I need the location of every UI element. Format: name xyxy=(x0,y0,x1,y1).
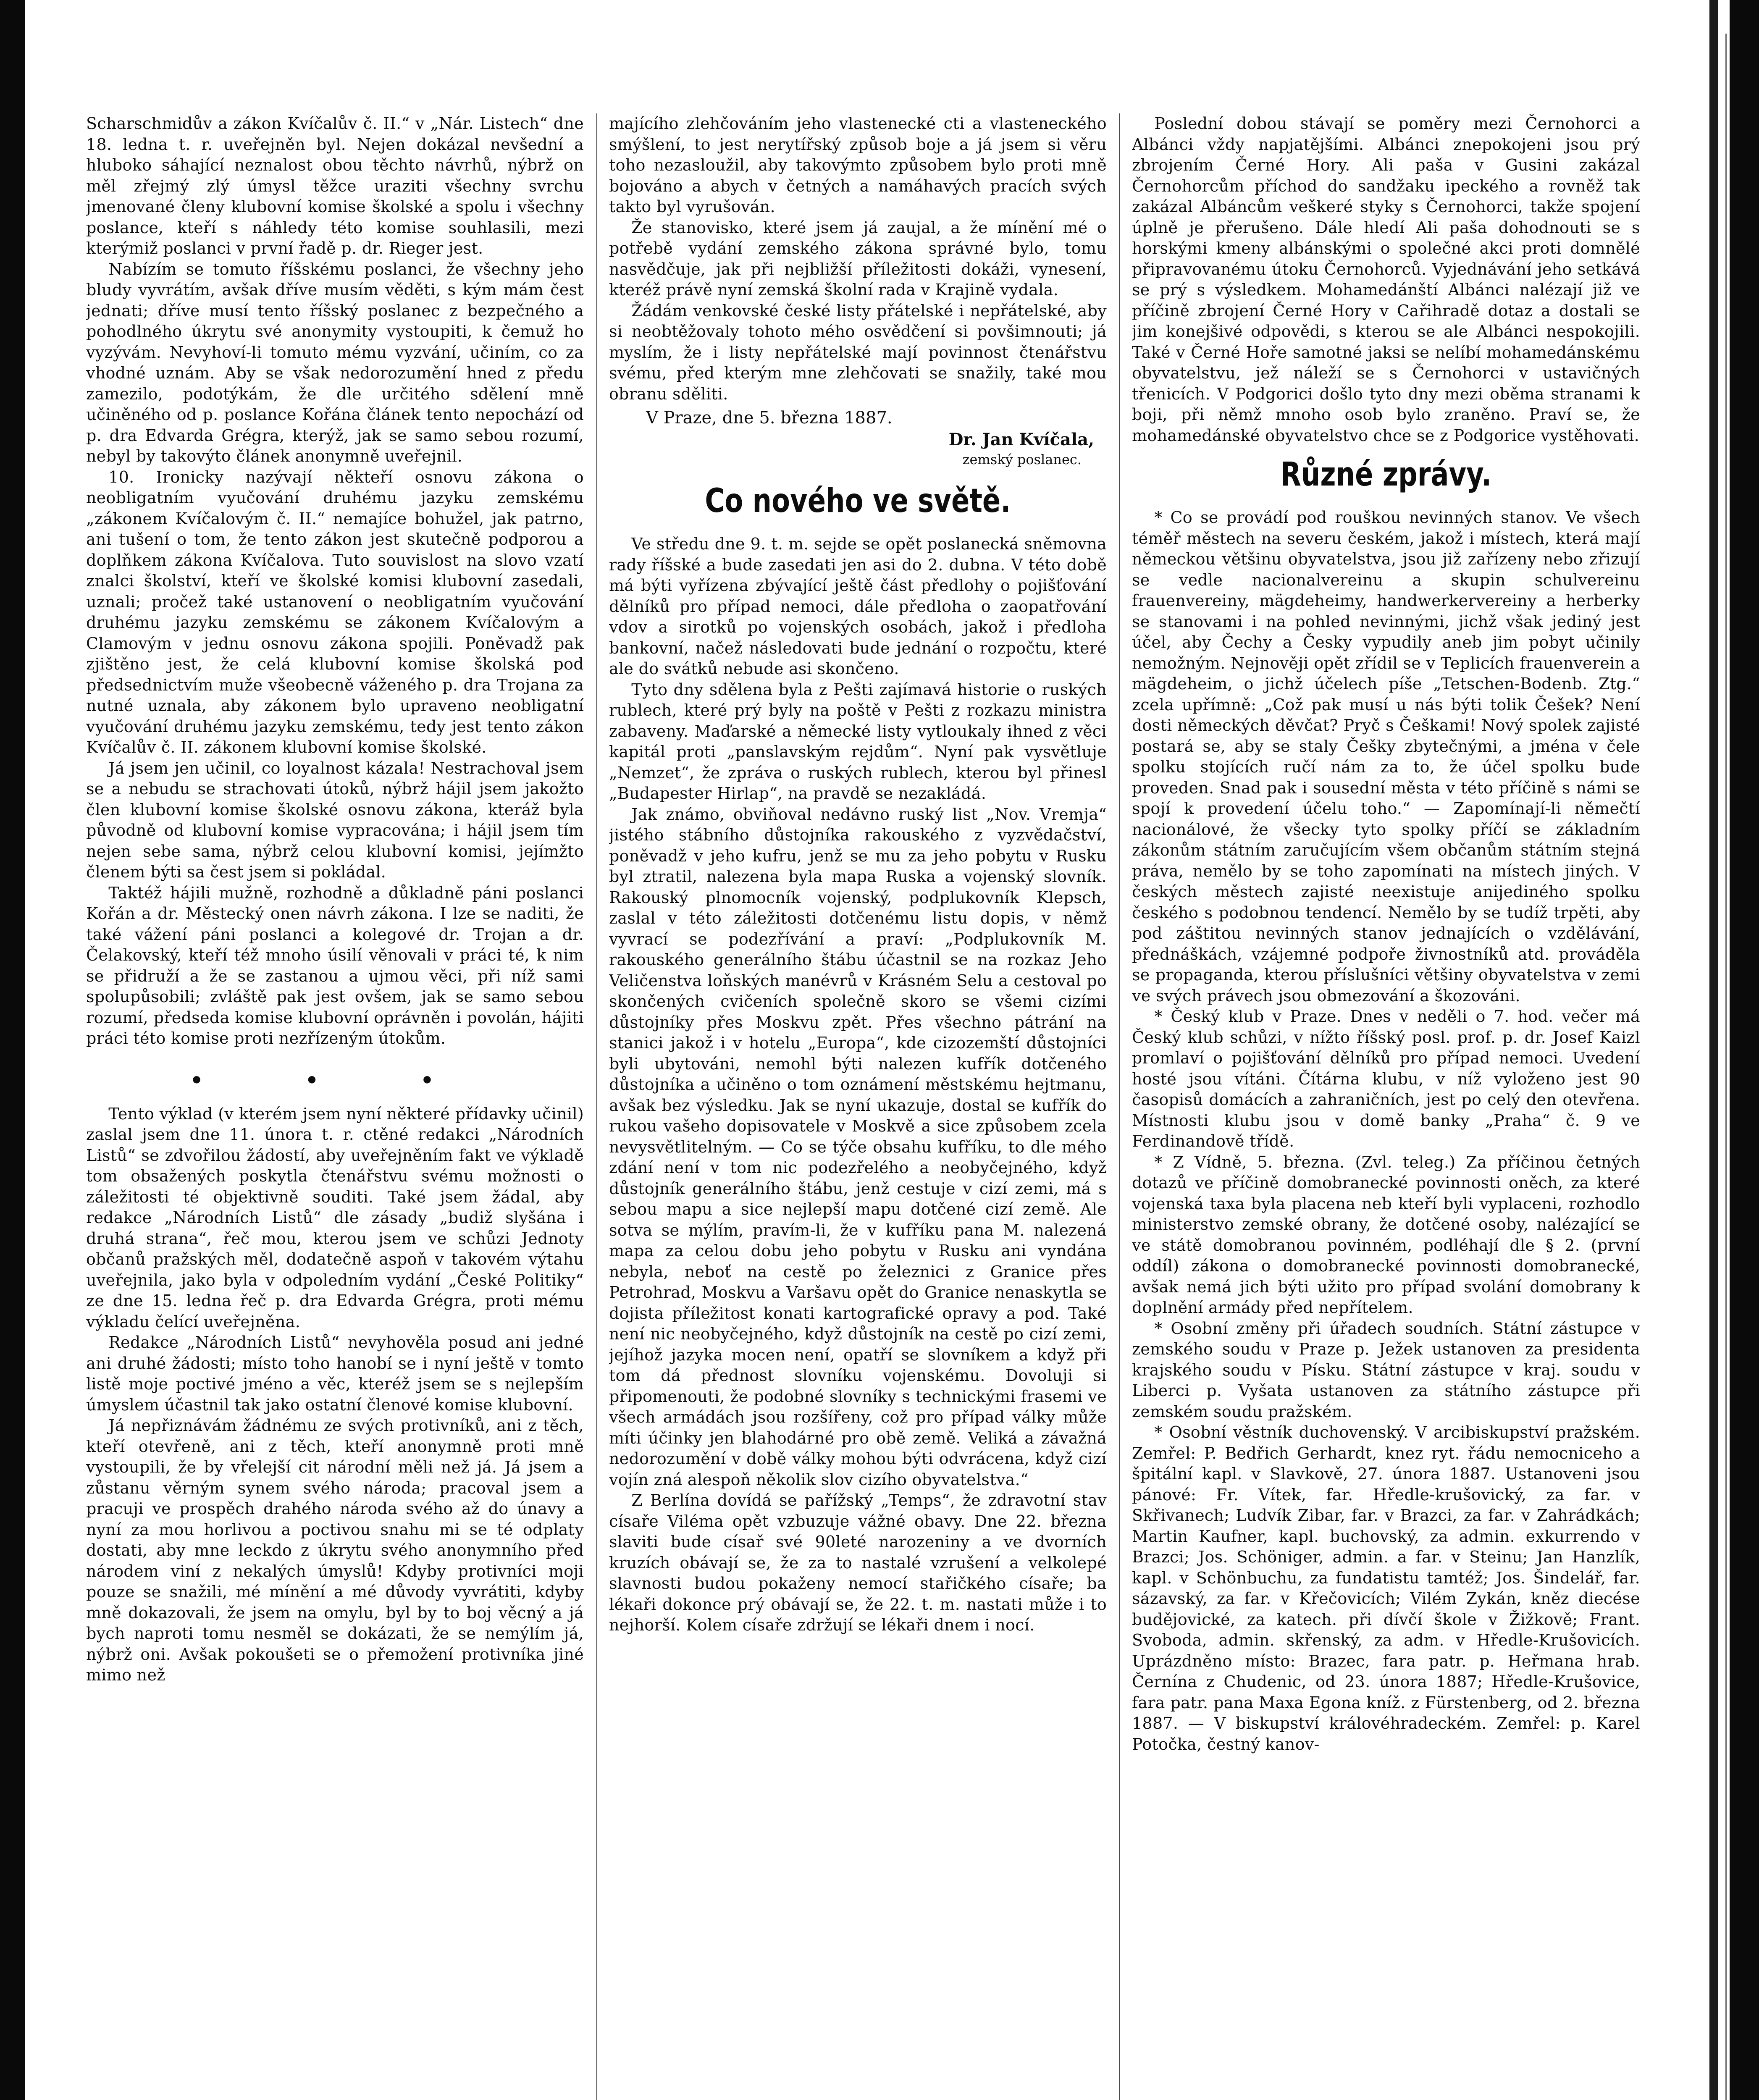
scan-border-left xyxy=(0,0,25,2100)
author-title: zemský poslanec. xyxy=(962,452,1082,467)
article-paragraph: Žádám venkovské české listy přátelské i nepřátelské, aby si neobtěžovaly tohoto mého osvědčení si povšimnouti; já myslím, že i listy nepřátelské mají povinnost čtenářstvu svému, před kterým mne zlehčovati se snažily, také mou obranu sděliti. xyxy=(609,301,1107,403)
article-paragraph: * Z Vídně, 5. března. (Zvl. teleg.) Za příčinou četných dotazů ve příčině domobranecké povinnosti oněch, za které vojenská taxa byla placena neb kteří byli vyplaceni, rozhodlo ministerstvo zemské obrany, že dotčené osoby, nalézající se ve státě domobranou povinném, podléhají dle § 2. (první oddíl) zákona o domobranecké povinnosti domobranecké, avšak nemá jich býti užito pro případ svolání domobrany k doplnění armády před nepřítelem. xyxy=(1132,1152,1640,1317)
column-rule-2 xyxy=(1119,113,1120,2100)
article-paragraph: Redakce „Národních Listů“ nevyhověla posud ani jedné ani druhé žádosti; místo toho hanobí se i nyní ještě v tomto listě moje poctivé jméno a věc, kteréž jsem se s nejlepším úmyslem účastnil tak jako ostatní členové komise klubovní. xyxy=(86,1333,584,1414)
article-paragraph: Jak známo, obviňoval nedávno ruský list „Nov. Vremja“ jistého stábního důstojníka rakouského z vyzvědačství, poněvadž v jeho kufru, jenž se mu za jeho pobytu v Rusku byl ztratil, nalezena byla mapa Ruska a vojenský slovník. Rakouský plnomocník vojenský, podplukovník Klepsch, zaslal v této záležitosti dotčenému listu dopis, v němž vyvrací se podezřívání a praví: „Podplukovník M. rakouského generálního štábu účastnil se na rozkaz Jeho Veličenstva loňských manévrů v Krásném Selu a cestoval po skončených cvičeních společně skoro se všemi cizími důstojníky přes Moskvu zpět. Přes všechno pátrání na stanici jakož i v hotelu „Europa“, kde cizozemští důstojníci byli ubytováni, nemohl býti nalezen kufřík dotčeného důstojníka a učiněno o tom oznámení městskému hejtmanu, avšak bez výsledku. Jak se nyní ukazuje, dostal se kufřík do rukou vašeho dopisovatele v Moskvě a sice způsobem zcela nevysvětlitelným. — Co se týče obsahu kufříku, to dle mého zdání není v tom nic podezřelého a neobyčejného, když důstojník generálního štábu, jenž cestuje v cizí zemi, má s sebou mapu a sice nejlepší mapu dotčené cizí země. Ale sotva se mýlím, pravím-li, že v kufříku pana M. nalezená mapa za celou dobu jeho pobytu v Rusku ani vyndána nebyla, neboť na cestě po železnici z Granice přes Petrohrad, Moskvu a Varšavu opět do Granice nenaskytla se dojista příležitost konati kartografické opravy a pod. Také není nic neobyčejného, když důstojník na cestě po cizí zemi, jejíhož jazyka mocen není, opatří se slovníkem a když při tom dá přednost slovníku vojenskému. Dovoluji si připomenouti, že podobné slovníky s technickými frasemi ve všech armádách jsou rozšířeny, což pro případ války může míti účinky jen blahodárné pro obě země. Veliká a závažná nedorozumění v době války mohou býti odvrácena, když cizí vojín zná alespoň několik slov cizího obyvatelstva.“ xyxy=(609,805,1107,1489)
article-paragraph: Tyto dny sdělena byla z Pešti zajímavá historie o ruských rublech, které prý byly na poště v Pešti z rozkazu ministra zabaveny. Maďarské a německé listy vytloukaly ihned z věci kapitál proti „panslavským rejdům“. Nyní pak vysvětluje „Nemzet“, že zpráva o ruských rublech, kterou byl přinesl „Budapester Hirlap“, na pravdě se nezakládá. xyxy=(609,680,1107,803)
article-paragraph: * Osobní změny při úřadech soudních. Státní zástupce v zemského soudu v Praze p. Ježek ustanoven za presidenta krajského soudu v Písku. Státní zástupce v kraj. soudu v Liberci p. Vyšata ustanoven za státního zástupce při zemském soudu pražském. xyxy=(1132,1319,1640,1421)
article-paragraph: Já jsem jen učinil, co loyalnost kázala! Nestrachoval jsem se a nebudu se strachovati útoků, nýbrž hájil jsem jakožto člen klubovní komise školské osnovu zákona, kteráž byla původně od klubovní komise vypracována; i hájil jsem tím nejen sebe sama, nýbrž celou klubovní komisi, jejímžto členem býti sa čest jsem si pokládal. xyxy=(86,759,584,881)
newspaper-page xyxy=(86,113,1640,2100)
article-paragraph: majícího zlehčováním jeho vlastenecké cti a vlasteneckého smýšlení, to jest nerytířský způsob boje a já jsem si věru toho nezasloužil, aby takovýmto způsobem bylo proti mně bojováno a abych v četných a namáhavých pracích svých takto byl vyrušován. xyxy=(609,114,1107,216)
article-paragraph: Taktéž hájili mužně, rozhodně a důkladně páni poslanci Kořán a dr. Městecký onen návrh zákona. I lze se naditi, že také vážení páni poslanci a kolegové dr. Trojan a dr. Čelakovský, kteří též mnoho úsilí věnovali v práci té, k nim se přidruží a že se zastanou a ujmou věci, při níž sami spolupůsobili; zvláště pak jest ovšem, jak se samo sebou rozumí, předseda komise klubovní oprávněn i povolán, hájiti práci této komise proti nezřízeným útokům. xyxy=(86,883,584,1047)
section-divider-dots: • • • xyxy=(189,1066,481,1095)
article-paragraph: Že stanovisko, které jsem já zaujal, a že mínění mé o potřebě vydání zemského zákona správné bylo, tomu nasvědčuje, jak při nejbližší příležitosti dokáži, vynesení, kteréž právě nyní zemská školní rada v Krajině vydala. xyxy=(609,218,1107,299)
column-rule-1 xyxy=(596,113,597,2100)
article-paragraph: Z Berlína dovídá se pařížský „Temps“, že zdravotní stav císaře Viléma opět vzbuzuje vážné obavy. Dne 22. března slaviti bude císař své 90leté narozeniny a ve dvorních kruzích obávají se, že za to nastalé vzrušení a velkolepé slavnosti budou pokaženy nemocí stařičkého císaře; ba lékaři dokonce prý obávají se, že 22. t. m. nastati může i to nejhorší. Kolem císaře zdržují se lékaři dnem i nocí. xyxy=(609,1491,1107,1634)
article-paragraph: Scharschmidův a zákon Kvíčalův č. II.“ v „Nár. Listech“ dne 18. ledna t. r. uveřejněn byl. Nejen dokázal nevšední a hluboko sáhající neznalost obou těchto návrhů, nýbrž on měl zřejmý zlý úmysl těžce uraziti všechny svrchu jmenované členy klubovní komise školské a spolu i všechny poslance, kteří s náhledy této komise souhlasili, mezi kterýmiž poslanci v první řadě p. dr. Rieger jest. xyxy=(86,114,584,257)
dateline: V Praze, dne 5. března 1887. xyxy=(646,408,893,428)
article-paragraph: * Co se provádí pod rouškou nevinných stanov. Ve všech téměř městech na severu českém, jakož i místech, která mají německou většinu obyvatelstva, jsou již zařízeny nebo zřizují se vedle nacionalvereinu a skupin schulvereinu frauenvereiny, mägdeheimy, handwerkervereiny a herberky se stanovami i na pohled nevinnými, jichž však jediný jest účel, aby Čechy a Česky vypudily aneb jim pobyt učinily nemožným. Nejnověji opět zřídil se v Teplicích frauenverein a mägdeheim, o jichž účelech píše „Tetschen-Bodenb. Ztg.“ zcela upřímně: „Což pak musí u nás býti tolik Češek? Není dosti německých děvčat? Pryč s Češkami! Nový spolek zajisté postará se, aby se staly Češky zbytečnými, a jména v čele spolku stojících ručí nám za to, že účel spolku bude proveden. Snad pak i sousední města v této příčině s námi se spojí k provedení účelu toho.“ — Zapomínají-li němečtí nacionálové, že všecky tyto spolky příčí se základním zákonům státním zaručujícím všem občanům státním stejná práva, nemělo by se toho zapomínati na místech jiných. V českých městech zajisté neexistuje anijediného spolku českého s podobnou tendencí. Nemělo by se tudíž trpěti, aby pod záštitou nevinných stanov jednajících o vzdělávání, přednáškách, vzájemné podpoře živnostníků atd. prováděla se propaganda, kterou příslušníci většiny obyvatelstva v zemi ve svých právech jsou obmezování a škozováni. xyxy=(1132,508,1640,1005)
article-paragraph: Poslední dobou stávají se poměry mezi Černohorci a Albánci vždy napjatějšími. Albánci znepokojeni jsou prý zbrojením Černé Hory. Ali paša v Gusini zakázal Černohorcům příchod do sandžaku ipeckého a rovněž tak zakázal Albáncům veškeré styky s Černohorci, takže spojení úplně je přerušeno. Dále hledí Ali paša dohodnouti se s horskými kmeny albánskými o společné akci proti domnělé připravovanému útoku Černohorců. Vyjednávání jeho setkává se prý s výsledkem. Mohamedánští Albánci nalézají již ve příčině zbrojení Černé Hory v Cařihradě dotaz a dostali se jim konejšivé odpovědi, s kterou se ale Albánci nespokojili. Také v Černé Hoře samotné jaksi se nelíbí mohamedánskému obyvatelstvu, jež náleží se s Černohorci v ustavičných třenicích. V Podgorici došlo tyto dny mezi oběma stranami k boji, při němž mnoho osob bylo zraněno. Praví se, že mohamedánské obyvatelstvo chce se z Podgorice vystěhovati. xyxy=(1132,114,1640,445)
author-signature: Dr. Jan Kvíčala, xyxy=(948,430,1094,449)
article-paragraph: Ve středu dne 9. t. m. sejde se opět poslanecká sněmovna rady říšské a bude zasedati jen asi do 2. dubna. V této době má býti vyřízena zbývající ještě část předlohy o pojišťování dělníků pro případ nemoci, dále předloha o zaopatřování vdov a sirotků po vojenských osobách, jakož i předloha bankovní, načež následovati bude jednání o rozpočtu, které ale do svátků nebude asi skončeno. xyxy=(609,535,1107,678)
article-paragraph: * Osobní věstník duchovenský. V arcibiskupství pražském. Zemřel: P. Bedřich Gerhardt, knez ryt. řádu nemocniceho a špitální kapl. v Slavkově, 27. února 1887. Ustanoveni jsou pánové: Fr. Vítek, far. Hředle-krušovický, za far. v Skřivanech; Ludvík Zibar, far. v Brazci, za far. v Zahrádkách; Martin Kaufner, kapl. buchovský, za admin. exkurrendo v Brazci; Jos. Schöniger, admin. a far. v Steinu; Jan Hanzlík, kapl. v Schönbuchu, za fundatistu tamtéž; Jos. Šindelář, far. sázavský, za far. v Křečovicích; Vilém Zykán, kněz diecése budějovické, za katech. při dívčí škole v Žižkově; Frant. Svoboda, admin. skřenský, za adm. v Hředle-Krušovicích. Uprázdněno místo: Brazec, fara patr. p. Heřmana hrab. Černína z Chudenic, od 23. února 1887; Hředle-Krušovice, fara patr. pana Maxa Egona kníž. z Fürstenberg, od 2. března 1887. — V biskupství královéhradeckém. Zemřel: p. Karel Potočka, čestný kanov- xyxy=(1132,1423,1640,1754)
article-paragraph: * Český klub v Praze. Dnes v neděli o 7. hod. večer má Český klub schůzi, v nížto říšský posl. prof. p. dr. Josef Kaizl promlaví o pojišťování dělníků pro případ nemoci. Uvedení hosté jsou vítáni. Čítárna klubu, v níž vyloženo jest 90 časopisů domácích a zahraničních, jest po celý den otevřena. Místnosti klubu jsou v domě banky „Praha“ č. 9 ve Ferdinandově třídě. xyxy=(1132,1007,1640,1150)
article-paragraph: Tento výklad (v kterém jsem nyní některé přídavky učinil) zaslal jsem dne 11. února t. r. ctěné redakci „Národních Listů“ se zdvořilou žádostí, aby uveřejněním fakt ve výkladě tom obsažených poskytla čtenářstvu svému možnosti o záležitosti té objektivně souditi. Také jsem žádal, aby redakce „Národních Listů“ dle zásady „budiž slyšána i druhá strana“, řeč mou, kterou jsem ve schůzi Jednoty občanů pražských měl, dodatečně aspoň v takovém výtahu uveřejnila, jako byla v odpoledním vydání „České Politiky“ ze dne 15. ledna řeč p. dra Edvarda Grégra, proti mému výkladu čelící uveřejněna. xyxy=(86,1104,584,1331)
section-heading: Různé zprávy. xyxy=(1280,456,1492,494)
article-paragraph: Nabízím se tomuto říšskému poslanci, že všechny jeho bludy vyvrátím, avšak dříve musím věděti, s kým mám čest jednati; dříve musí tento říšský poslanec z bezpečného a pohodlného úkrytu své anonymity vystoupiti, k čemuž ho vyzývám. Nevyhoví-li tomuto mému vyzvání, učiním, co za vhodné uznám. Aby se však nedorozumění hned z předu zamezilo, podotýkám, že dle určitého sdělení mně učiněného od p. poslance Kořána článek tento nepochází od p. dra Edvarda Grégra, kterýž, jak se samo sebou rozumí, nebyl by takovýto článek anonymně uveřejnil. xyxy=(86,260,584,465)
article-paragraph: 10. Ironicky nazývají někteří osnovu zákona o neobligatním vyučování druhému jazyku zemskému „zákonem Kvíčalovým č. II.“ nemajíce bohužel, jak patrno, ani tušení o tom, že tento zákon jest skutečně podporou a doplňkem zákona Kvíčalova. Tuto souvislost na slovo vzatí znalci školství, kteří ve školské komisi klubovní zasedali, uznali; pročež také ustanovení o neobligatním vyučování druhému jazyku zemskému se zákonem Kvíčalovým a Clamovým v jednu osnovu zákona spojili. Poněvadž pak zjištěno jest, že celá klubovní komise školská pod předsednictvím muže všeobecně váženého p. dra Trojana za nutné uznala, aby zákonem bylo upraveno neobligatní vyučování druhému jazyku zemskému, tedy jest tento zákon Kvíčalův č. II. zákonem klubovní komise školské. xyxy=(86,467,584,756)
column-3 xyxy=(1132,113,1640,2100)
section-heading: Co nového ve světě. xyxy=(705,482,1011,520)
article-paragraph: Já nepřiznávám žádnému ze svých protivníků, ani z těch, kteří otevřeně, ani z těch, kteří anonymně proti mně vystoupili, že by vřelejší cit národní měli než já. Já jsem a zůstanu věrným synem svého národa; pracoval jsem a pracuji ve prospěch drahého národa svého až do únavy a nyní za mou horlivou a poctivou snahu mi se té odplaty dostati, aby mne leckdo z úkrytu svého anonymního před národem viní z nekalých úmyslů! Kdyby protivníci moji pouze se snažili, mé mínění a mé důvody vyvrátiti, kdyby mně dokazovali, že jsem na omylu, byl by to boj věcný a já bych naproti tomu nesměl se dokázati, že se nemýlím já, nýbrž oni. Avšak pokoušeti se o přemožení protivníka jiné mimo než xyxy=(86,1416,584,1684)
scan-fold-line xyxy=(1725,34,1734,2100)
column-2 xyxy=(609,113,1107,2100)
scan-border-right-inner xyxy=(1709,0,1718,2100)
column-1 xyxy=(86,113,584,2100)
